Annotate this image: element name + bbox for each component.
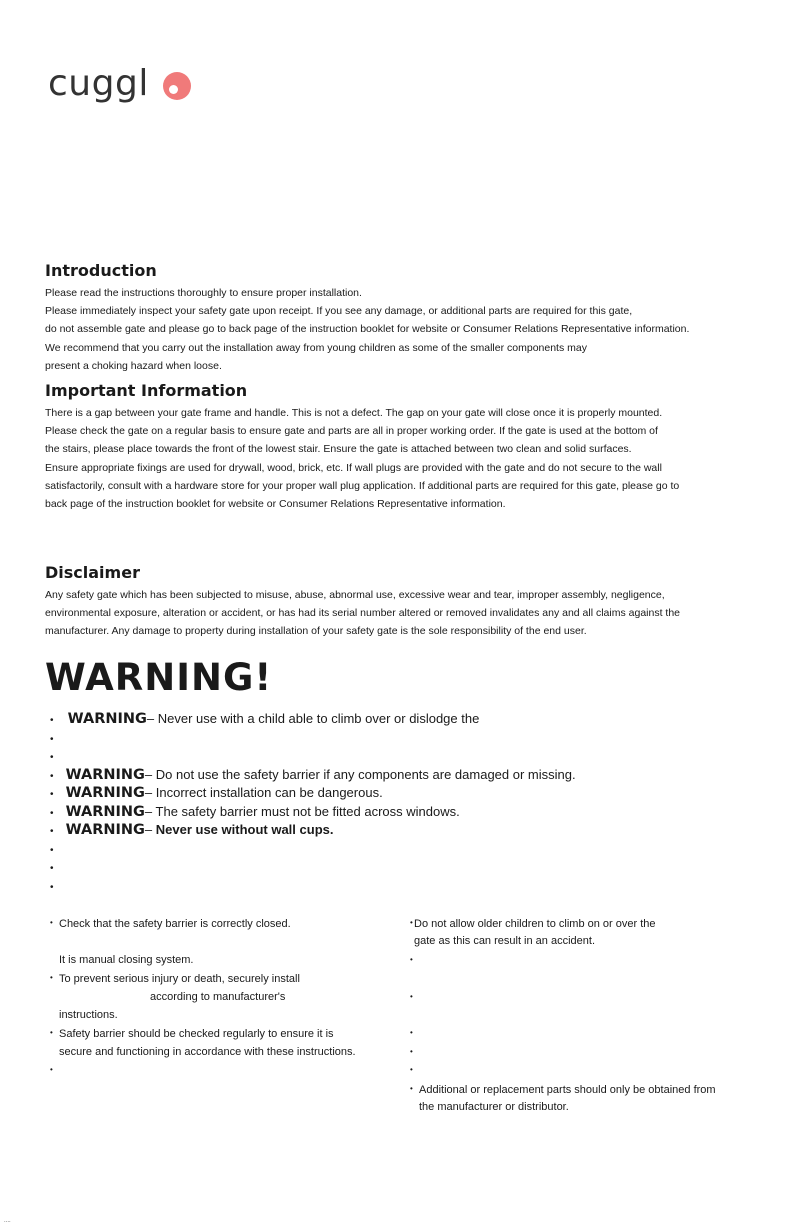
warning-key: WARNING <box>65 822 145 838</box>
left-line: according to manufacturer's <box>150 990 286 1003</box>
disclaimer-heading: Disclaimer <box>45 563 140 582</box>
bullet-icon: • <box>410 918 413 927</box>
bullet-icon: • <box>50 973 53 983</box>
bullet-icon: • <box>50 863 54 874</box>
right-line <box>410 1006 760 1024</box>
bullet-icon: • <box>50 752 54 763</box>
right-line <box>410 1024 760 1042</box>
warning-item <box>50 766 770 785</box>
intro-line: Please immediately inspect your safety gate upon receipt. If you see any damage, or additional parts are required for this gate, <box>45 305 633 318</box>
bullet-icon: • <box>50 1065 53 1075</box>
right-line <box>410 969 760 987</box>
important-section <box>45 381 755 513</box>
bullet-icon: • <box>50 715 54 726</box>
right-line <box>410 951 760 969</box>
warning-list <box>50 710 770 895</box>
disclaimer-line: manufacturer. Any damage to property during installation of your safety gate is the sole responsibility of the end user. <box>45 625 587 638</box>
right-line: the manufacturer or distributor. <box>419 1100 569 1113</box>
brand-dot-icon <box>163 72 191 100</box>
warning-item <box>50 858 770 877</box>
warning-item <box>50 747 770 766</box>
left-line <box>50 1061 400 1079</box>
intro-line: do not assemble gate and please go to back page of the instruction booklet for website or Consumer Relations Representative information. <box>45 323 690 336</box>
bullet-icon: • <box>50 789 54 800</box>
bullet-icon: • <box>410 1046 413 1056</box>
left-line: It is manual closing system. <box>59 953 194 966</box>
right-instructions-column <box>410 914 760 1116</box>
page-corner-mark: .... <box>4 1218 11 1224</box>
warning-text: – Incorrect installation can be dangerous. <box>144 785 383 800</box>
left-line: instructions. <box>59 1008 118 1021</box>
warning-key: WARNING <box>65 803 145 820</box>
bullet-icon: • <box>50 826 54 837</box>
warning-item <box>50 729 770 748</box>
warning-text: – <box>144 822 156 837</box>
intro-line: Please read the instructions thoroughly to ensure proper installation. <box>45 287 362 299</box>
warning-text: – Never use with a child able to climb over or dislodge the <box>146 711 480 726</box>
warning-key: WARNING <box>65 766 145 783</box>
brand-logo <box>48 64 191 104</box>
important-line: Ensure appropriate fixings are used for drywall, wood, brick, etc. If wall plugs are provided with the gate and do not secure to the wall <box>45 461 662 474</box>
bullet-icon: • <box>410 991 413 1001</box>
bullet-icon: • <box>50 918 53 927</box>
bullet-icon: • <box>50 844 54 856</box>
left-instructions-column <box>50 914 400 1080</box>
bullet-icon: • <box>50 770 54 782</box>
right-line <box>410 1043 760 1061</box>
warning-text: – The safety barrier must not be fitted across windows. <box>144 803 460 819</box>
warning-title: WARNING! <box>45 656 273 699</box>
intro-line: We recommend that you carry out the installation away from young children as some of the smaller components may <box>45 341 587 354</box>
warning-text: – Do not use the safety barrier if any components are damaged or missing. <box>144 766 576 782</box>
warning-key: WARNING <box>65 785 145 801</box>
introduction-section <box>45 261 755 375</box>
warning-item <box>50 821 770 840</box>
bullet-icon: • <box>410 1028 413 1038</box>
introduction-heading: Introduction <box>45 261 157 280</box>
warning-item <box>50 784 770 803</box>
bullet-icon: • <box>410 1083 413 1093</box>
left-line: • Check that the safety barrier is correctly closed. <box>50 914 400 932</box>
bullet-icon: • <box>50 1028 53 1038</box>
bullet-icon: • <box>50 881 54 893</box>
important-line: back page of the instruction booklet for website or Consumer Relations Representative information. <box>45 498 506 511</box>
important-line: the stairs, please place towards the front of the lowest stair. Ensure the gate is attached between two clean and solid surfaces. <box>45 443 632 456</box>
brand-name: cuggl <box>48 63 149 104</box>
warning-item <box>50 710 770 729</box>
important-heading: Important Information <box>45 381 248 400</box>
warning-key: WARNING <box>67 711 147 727</box>
bullet-icon: • <box>410 1065 413 1075</box>
warning-bold-text: Never use without wall cups. <box>155 822 334 837</box>
right-line <box>410 1061 760 1079</box>
disclaimer-line: environmental exposure, alteration or accident, or has had its serial number altered or removed invalidates any and all claims against the <box>45 607 681 620</box>
important-line: There is a gap between your gate frame and handle. This is not a defect. The gap on your gate will close once it is properly mounted. <box>45 407 663 419</box>
disclaimer-section <box>45 563 755 641</box>
bullet-icon: • <box>50 807 54 819</box>
bullet-icon: • <box>410 954 413 964</box>
left-line <box>50 932 400 950</box>
right-line: gate as this can result in an accident. <box>414 935 595 948</box>
right-line: •Do not allow older children to climb on or over the <box>410 914 760 932</box>
right-line: • Additional or replacement parts should only be obtained from <box>410 1080 760 1098</box>
left-line: secure and functioning in accordance with these instructions. <box>59 1045 356 1058</box>
right-line <box>410 988 760 1006</box>
intro-line: present a choking hazard when loose. <box>45 359 222 372</box>
bullet-icon: • <box>50 733 54 745</box>
important-line: satisfactorily, consult with a hardware store for your proper wall plug application. If additional parts are required for this gate, please go to <box>45 479 680 492</box>
warning-item <box>50 840 770 859</box>
left-line: • To prevent serious injury or death, securely install <box>50 969 400 987</box>
warning-item <box>50 877 770 896</box>
disclaimer-line: Any safety gate which has been subjected to misuse, abuse, abnormal use, excessive wear and tear, improper assembly, negligence, <box>45 589 665 601</box>
warning-item <box>50 803 770 822</box>
left-line: • Safety barrier should be checked regularly to ensure it is <box>50 1024 400 1042</box>
important-line: Please check the gate on a regular basis to ensure gate and parts are all in proper working order. If the gate is used at the bottom of <box>45 425 658 438</box>
